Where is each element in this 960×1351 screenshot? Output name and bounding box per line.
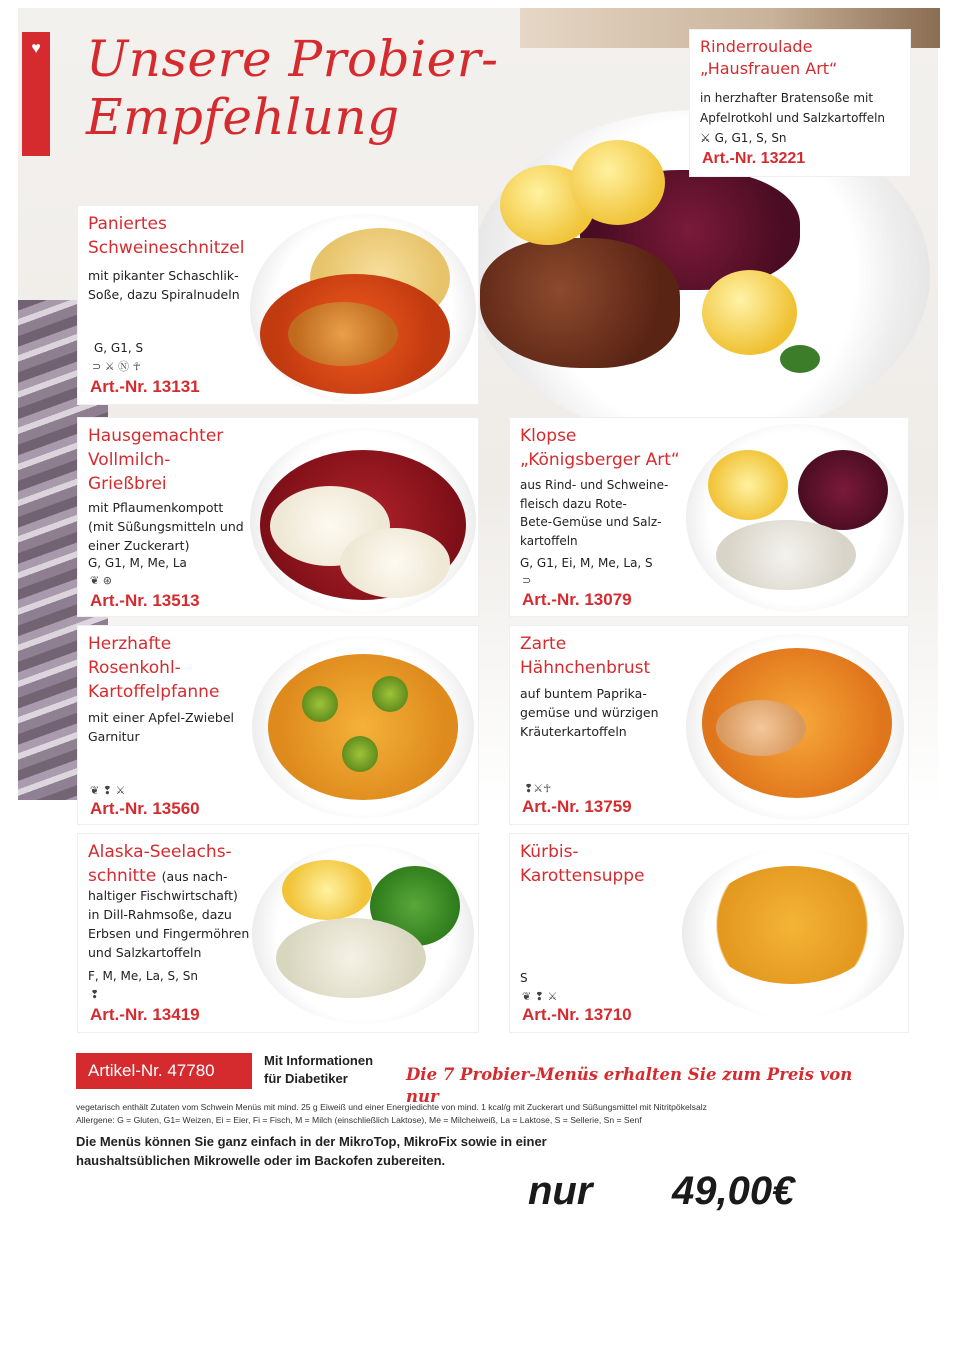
diet-icons	[90, 784, 125, 798]
no-pork-icon: ⚔	[700, 131, 715, 145]
product-description: in herzhafter Bratensoße mit	[700, 91, 874, 105]
product-title: Rosenkohl-	[88, 658, 181, 678]
product-description: Bete-Gemüse und Salz-	[520, 515, 662, 529]
legend-allergens-line: Allergene: G = Gluten, G1= Weizen, Ei = Eier, Fi = Fisch, M = Milch (einschließlich Laktose), Me = Milcheiweiß, La = Laktose, S = Sellerie, Sn = Senf	[76, 1115, 642, 1125]
griessbrei-plate-image	[250, 428, 476, 614]
product-description: Garnitur	[88, 729, 140, 744]
product-card-rinderroulade	[690, 30, 910, 176]
product-description: (aus nach-	[161, 869, 228, 884]
vegetarian-icon: ❦	[90, 784, 100, 797]
article-number: Art.-Nr. 13131	[90, 377, 200, 396]
product-description: in Dill-Rahmsoße, dazu	[88, 907, 232, 922]
no-pork-icon: ⚔	[115, 784, 126, 797]
product-card-kuerbissuppe	[510, 834, 908, 1032]
diet-icons	[522, 574, 531, 588]
diet-icons	[90, 988, 99, 1002]
product-description: Erbsen und Fingermöhren	[88, 926, 250, 941]
diabetics-line: für Diabetiker	[264, 1071, 348, 1086]
product-card-seelachs	[78, 834, 478, 1032]
product-title: Kürbis-	[520, 842, 579, 862]
product-title: „Hausfrauen Art“	[700, 59, 838, 78]
product-title: Paniertes	[88, 214, 167, 234]
product-card-rosenkohl	[78, 626, 478, 824]
diabetics-info	[264, 1052, 404, 1088]
vegan-icon: ❢	[90, 988, 100, 1001]
suppe-bowl-image	[682, 848, 904, 1018]
allergen-list: S	[520, 971, 528, 985]
product-card-griessbrei	[78, 418, 478, 616]
pig-icon: ⊃	[92, 360, 102, 373]
product-card-haehnchenbrust	[510, 626, 908, 824]
product-title: Vollmilch-	[88, 450, 171, 470]
product-description: auf buntem Paprika-	[520, 686, 647, 701]
product-title: Klopse	[520, 426, 577, 446]
no-pork-icon: ⚔	[547, 990, 558, 1003]
brand-logo-bar	[22, 32, 50, 156]
price-prefix: nur	[528, 1169, 593, 1213]
product-description: kartoffeln	[520, 533, 578, 548]
product-description: mit einer Apfel-Zwiebel	[88, 710, 235, 725]
vegan-icon: ❢	[534, 990, 544, 1003]
product-title: Grießbrei	[88, 474, 167, 494]
preparation-info	[76, 1132, 616, 1170]
product-title: Alaska-Seelachs-	[88, 842, 232, 862]
article-number: Art.-Nr. 13079	[522, 590, 632, 609]
preparation-line: haushaltsüblichen Mikrowelle oder im Backofen zubereiten.	[76, 1153, 446, 1168]
sweetener-icon: ⊛	[102, 574, 112, 587]
seelachs-plate-image	[252, 844, 474, 1024]
schnitzel-plate-image	[250, 214, 476, 404]
haehnchen-plate-image	[686, 634, 904, 820]
preparation-line: Die Menüs können Sie ganz einfach in der MikroTop, MikroFix sowie in einer	[76, 1134, 547, 1149]
legend	[76, 1101, 906, 1127]
product-card-klopse	[510, 418, 908, 616]
protein-icon: ☥	[543, 782, 552, 795]
allergen-list: G, G1, Ei, M, Me, La, S	[520, 556, 653, 570]
product-title: Schweineschnitzel	[88, 238, 245, 258]
diet-icons	[90, 574, 112, 588]
product-title: Rinderroulade	[700, 37, 813, 56]
product-title: Hausgemachter	[88, 426, 224, 446]
nitrite-icon: Ⓝ	[118, 360, 130, 373]
article-number-badge: Artikel-Nr. 47780	[76, 1053, 252, 1089]
product-title: „Königsberger Art“	[520, 450, 680, 470]
product-title: Hähnchenbrust	[520, 658, 651, 678]
product-description: Soße, dazu Spiralnudeln	[88, 287, 240, 302]
vegetarian-icon: ❦	[90, 574, 100, 587]
no-pork-icon: ⚔	[533, 782, 544, 795]
allergen-list: G, G1, S, Sn	[714, 131, 787, 145]
diet-icons	[524, 782, 551, 796]
product-description: und Salzkartoffeln	[88, 945, 202, 960]
allergen-list: G, G1, M, Me, La	[88, 556, 187, 570]
product-description: mit Pflaumenkompott	[88, 500, 224, 515]
headline-line-1: Unsere Probier-	[86, 30, 499, 88]
product-title: Kartoffelpfanne	[88, 682, 220, 702]
protein-icon: ☥	[132, 360, 141, 373]
article-number: Art.-Nr. 13513	[90, 591, 200, 610]
article-number: Art.-Nr. 13710	[522, 1005, 632, 1024]
heart-icon: ♥	[31, 40, 41, 57]
diet-icons	[522, 990, 557, 1004]
product-card-schweineschnitzel	[78, 206, 478, 404]
product-description: haltiger Fischwirtschaft)	[88, 888, 238, 903]
product-title: Herzhafte	[88, 634, 172, 654]
product-title: Zarte	[520, 634, 567, 654]
allergen-list: F, M, Me, La, S, Sn	[88, 969, 199, 983]
page-headline	[86, 30, 506, 146]
product-description: Apfelrotkohl und Salzkartoffeln	[700, 111, 886, 125]
offer-text: Die 7 Probier-Menüs erhalten Sie zum Preis von nur	[406, 1065, 853, 1106]
diet-icons	[92, 360, 141, 374]
product-title: schnitte	[88, 866, 157, 886]
article-number: Art.-Nr. 13419	[90, 1005, 200, 1024]
article-number: Art.-Nr. 13560	[90, 799, 200, 818]
pig-icon: ⊃	[522, 574, 532, 587]
product-title: Karottensuppe	[520, 866, 645, 886]
vegan-icon: ❢	[524, 782, 534, 795]
product-description: gemüse und würzigen	[520, 705, 659, 720]
vegan-icon: ❢	[102, 784, 112, 797]
product-description: fleisch dazu Rote-	[520, 496, 627, 511]
klopse-plate-image	[686, 424, 904, 612]
product-description: Kräuterkartoffeln	[520, 724, 627, 739]
no-pork-icon: ⚔	[104, 360, 115, 373]
article-number: Art.-Nr. 13759	[522, 797, 632, 816]
vegetarian-icon: ❦	[522, 990, 532, 1003]
article-number: Art.-Nr. 13221	[702, 150, 806, 167]
product-description: einer Zuckerart)	[88, 538, 190, 553]
product-description: (mit Süßungsmitteln und	[88, 519, 244, 534]
allergen-list: G, G1, S	[94, 341, 144, 355]
rosenkohl-plate-image	[252, 636, 474, 818]
headline-line-2: Empfehlung	[86, 88, 400, 146]
diabetics-line: Mit Informationen	[264, 1053, 374, 1068]
product-description: aus Rind- und Schweine-	[520, 478, 669, 492]
product-description: mit pikanter Schaschlik-	[88, 268, 239, 283]
legend-icons-line: vegetarisch enthält Zutaten vom Schwein Menüs mit mind. 25 g Eiweiß und einer Energiedichte von mind. 1 kcal/g mit Zuckerart und Süßungsmittel mit Nitritpökelsalz	[76, 1102, 707, 1112]
price-value: 49,00€	[672, 1169, 795, 1213]
